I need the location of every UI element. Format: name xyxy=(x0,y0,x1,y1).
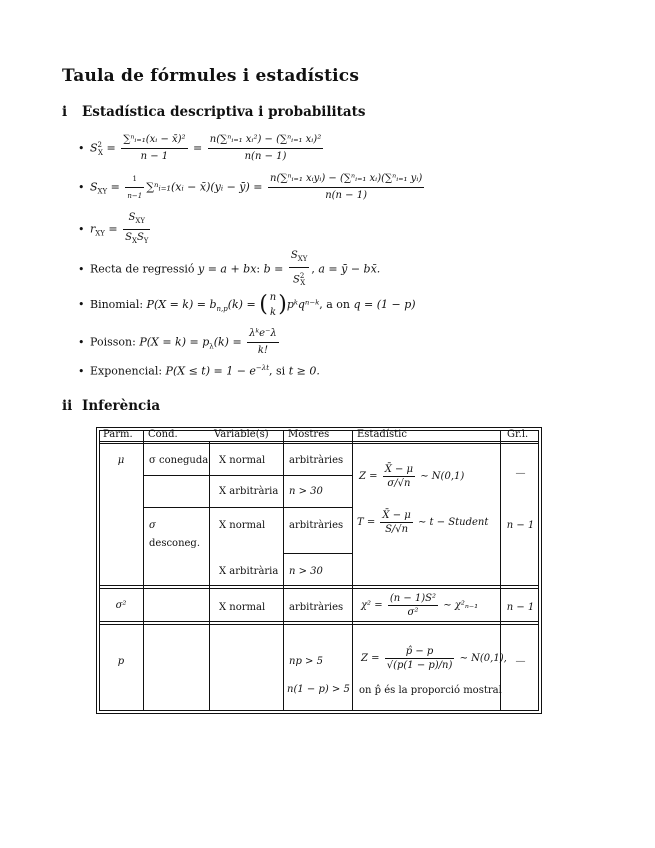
header-cond: Cond. xyxy=(148,429,178,440)
cond-sigma-unknown-label: desconeg. xyxy=(149,538,201,549)
section-heading-inference xyxy=(62,398,160,414)
var-x-normal: X normal xyxy=(219,520,266,531)
inference-table xyxy=(96,427,542,714)
formula-covariance: • $S_{XY}$ = $\frac{1}{n-1}$ ∑ⁿᵢ₌₁(xᵢ − x̄)(yᵢ − ȳ) = $\frac{\text{n(∑ⁿᵢ₌₁ xᵢyᵢ) − (∑ⁿᵢ₌₁ xᵢ)(∑ⁿᵢ₌₁ yᵢ)}}{n(n - 1)}$ xyxy=(78,173,423,201)
param-sigma2: σ² xyxy=(115,600,127,611)
covariance-coefficient: $\frac{1}{n-1}$ xyxy=(125,172,144,203)
section-title: Inferència xyxy=(82,398,161,414)
correlation-fraction: $\frac{S_{XY}}{S_XS_Y}$ xyxy=(125,212,149,245)
var-x-normal: X normal xyxy=(219,602,266,613)
formula-exponential: • Exponencial: $P(X \le t) = 1 - e^{-\lambda t}$, si t ≥ 0. xyxy=(78,364,320,378)
df-dash-2: — xyxy=(515,656,526,667)
formula-poisson: • Poisson: $P(X = k) = p_\lambda(k)$ = $\frac{\text{λᵏe⁻λ}}{k!}$ xyxy=(78,328,277,356)
bullet-icon: • xyxy=(78,222,85,236)
samples-arbitrary: arbitràries xyxy=(289,602,344,613)
regression-slope-fraction: $\frac{S_{XY}}{S^2_X}$ xyxy=(290,250,308,288)
bullet-icon: • xyxy=(78,141,85,155)
header-estadistic: Estadístic xyxy=(357,429,407,440)
z-statistic: Z = $\frac{X̄ - \mu}{\sigma/√n}$ ∼ N(0,1) xyxy=(359,464,465,489)
chi-statistic: χ² = $\frac{\text{(n − 1)S²}}{\text{σ²}}$ ∼ χ²ₙ₋₁ xyxy=(361,593,479,618)
cond-sigma-unknown: σ xyxy=(149,520,156,531)
header-grl: Gr.l. xyxy=(507,429,529,440)
bullet-icon: • xyxy=(78,364,85,378)
var-x-normal: X normal xyxy=(219,455,266,466)
proportion-statistic: Z = $\frac{p̂ - p}{√(p(1 - p)/n)}$ ∼ N(0,1), xyxy=(361,646,507,671)
samples-arbitrary: arbitràries xyxy=(289,520,344,531)
df-dash-1: — xyxy=(515,468,526,479)
bullet-icon: • xyxy=(78,335,85,349)
samples-n1p-gt-5: n(1 − p) > 5 xyxy=(287,684,350,695)
section-number: i xyxy=(62,104,68,120)
samples-n-gt-30: n > 30 xyxy=(289,486,323,497)
page-title: Taula de fórmules i estadístics xyxy=(62,66,360,86)
df-n-minus-1: n − 1 xyxy=(506,520,535,531)
bullet-icon: • xyxy=(78,298,85,311)
formula-variance: • $S^2_X$ = $\frac{\text{∑ⁿᵢ₌₁(xᵢ − x̄)²}}{n - 1}$ = $\frac{\text{n(∑ⁿᵢ₌₁ xᵢ²) − (∑ⁿᵢ₌₁ xᵢ)²}}{n(n - 1)}$ xyxy=(78,134,322,162)
cond-sigma-known: σ coneguda xyxy=(149,455,209,466)
section-heading-descriptive xyxy=(62,104,365,120)
df-n-minus-1: n − 1 xyxy=(506,602,535,613)
samples-np-gt-5: np > 5 xyxy=(289,656,323,667)
samples-n-gt-30: n > 30 xyxy=(289,566,323,577)
variance-fraction-2: $\frac{\text{n(∑ⁿᵢ₌₁ xᵢ²) − (∑ⁿᵢ₌₁ xᵢ)²}}{n(n - 1)}$ xyxy=(209,134,322,162)
samples-arbitrary: arbitràries xyxy=(289,455,344,466)
bullet-icon: • xyxy=(78,180,85,194)
header-variables: Variable(s) xyxy=(214,429,269,440)
param-mu: μ xyxy=(117,455,125,466)
proportion-note: on p̂ és la proporció mostral xyxy=(359,685,502,696)
bullet-icon: • xyxy=(78,262,85,276)
var-x-arbitrary: X arbitrària xyxy=(219,566,279,577)
header-parm: Parm. xyxy=(103,429,133,440)
formula-correlation: • $r_{XY}$ = $\frac{S_{XY}}{S_XS_Y}$ xyxy=(78,211,152,248)
formula-binomial: • Binomial: $P(X = k) = b_{n,p}(k)$ = ( n k )pᵏqⁿ⁻ᵏ, a on q = (1 − p) xyxy=(78,292,416,318)
param-p: p xyxy=(117,656,125,667)
header-mostres: Mostres xyxy=(288,429,330,440)
section-title: Estadística descriptiva i probabilitats xyxy=(82,104,366,120)
poisson-fraction: $\frac{\text{λᵏe⁻λ}}{k!}$ xyxy=(249,328,277,356)
var-x-arbitrary: X arbitrària xyxy=(219,486,279,497)
variance-fraction-1: $\frac{\text{∑ⁿᵢ₌₁(xᵢ − x̄)²}}{n - 1}$ xyxy=(123,134,186,162)
section-number: ii xyxy=(62,398,73,414)
covariance-fraction: $\frac{\text{n(∑ⁿᵢ₌₁ xᵢyᵢ) − (∑ⁿᵢ₌₁ xᵢ)(∑ⁿᵢ₌₁ yᵢ)}}{n(n - 1)}$ xyxy=(270,173,423,201)
formula-regression: • Recta de regressió y = a + bx: b = $\frac{S_{XY}}{S^2_X}$ , a = ȳ − bx̄. xyxy=(78,249,380,290)
t-statistic: T = $\frac{X̄ - \mu}{S/√n}$ ∼ t − Student xyxy=(357,510,489,535)
binomial-coefficient: n k xyxy=(269,292,277,318)
